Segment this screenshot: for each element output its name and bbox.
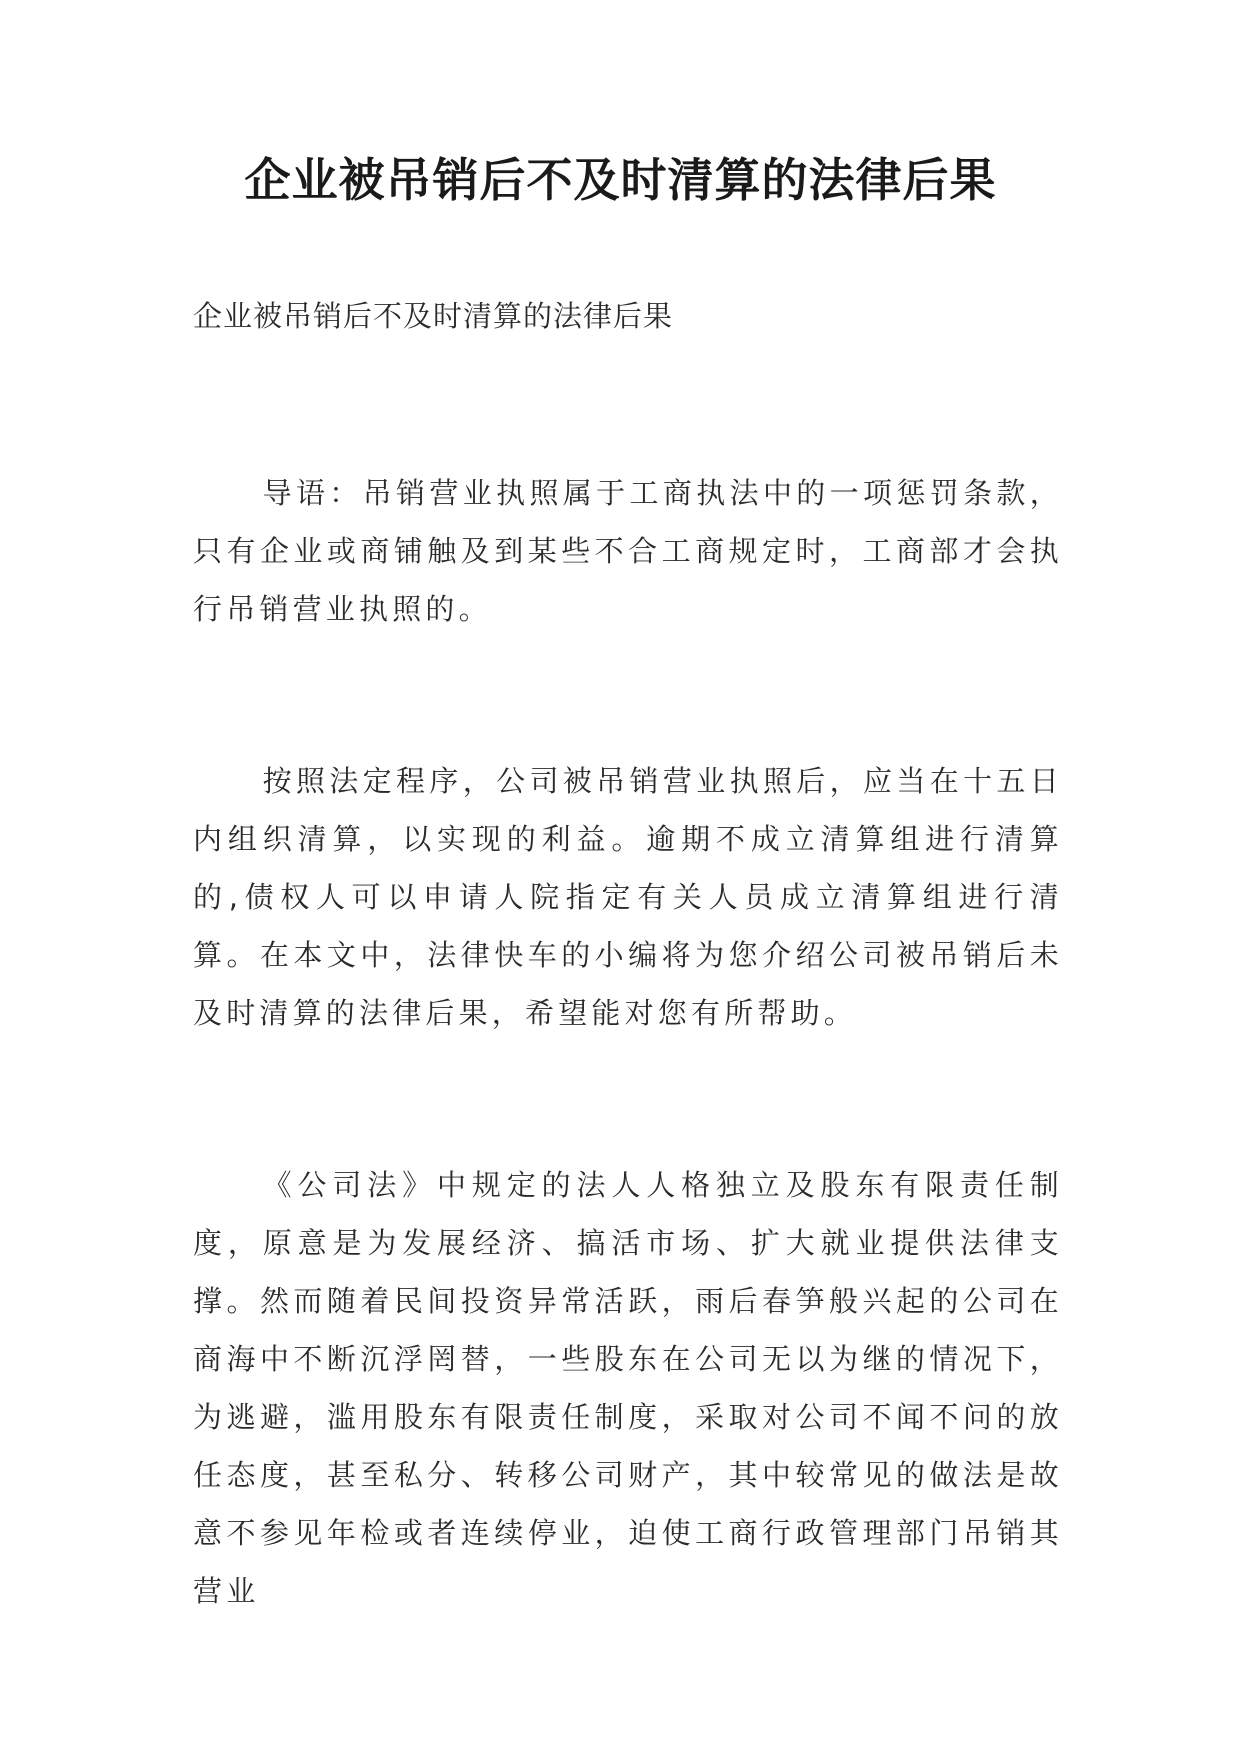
paragraph-procedure: 按照法定程序，公司被吊销营业执照后，应当在十五日内组织清算，以实现的利益。逾期不成立清算组进行清算的,债权人可以申请人院指定有关人员成立清算组进行清算。在本文中，法律快车的小编将为您介绍公司被吊销后未及时清算的法律后果，希望能对您有所帮助。 bbox=[193, 764, 1063, 1030]
paragraph-intro: 导语：吊销营业执照属于工商执法中的一项惩罚条款，只有企业或商铺触及到某些不合工商规定时，工商部才会执行吊销营业执照的。 bbox=[193, 476, 1063, 626]
document-subtitle: 企业被吊销后不及时清算的法律后果 bbox=[193, 299, 674, 333]
document-title: 企业被吊销后不及时清算的法律后果 bbox=[244, 153, 997, 207]
paragraph-company-law: 《公司法》中规定的法人人格独立及股东有限责任制度，原意是为发展经济、搞活市场、扩大就业提供法律支撑。然而随着民间投资异常活跃，雨后春笋般兴起的公司在商海中不断沉浮罔替，一些股东在公司无以为继的情况下，为逃避，滥用股东有限责任制度，采取对公司不闻不问的放任态度，甚至私分、转移公司财产，其中较常见的做法是故意不参见年检或者连续停业，迫使工商行政管理部门吊销其营业 bbox=[193, 1168, 1063, 1608]
